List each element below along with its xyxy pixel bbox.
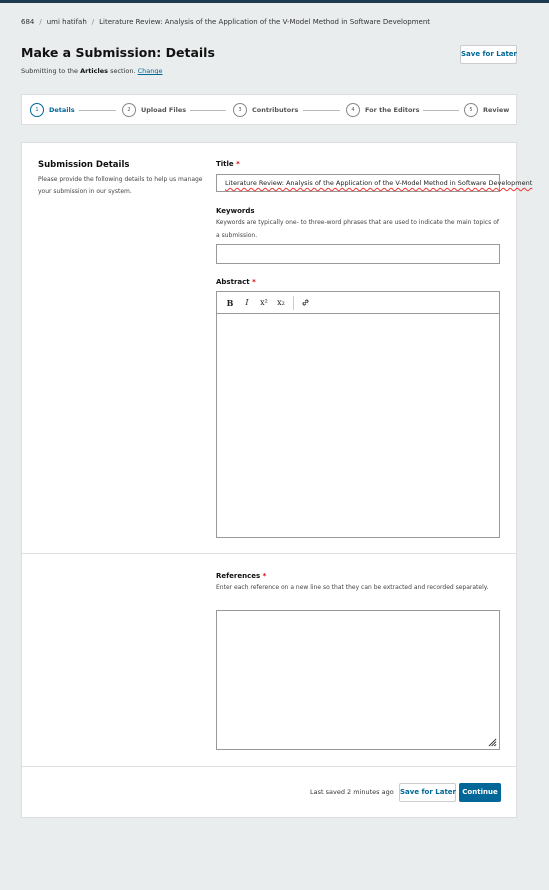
references-textarea[interactable]: [216, 610, 500, 750]
title-label-text: Title: [216, 160, 234, 168]
last-saved-status: Last saved 2 minutes ago: [310, 788, 394, 796]
step-number: 4: [346, 103, 360, 117]
step-connector: [303, 110, 340, 111]
save-for-later-button[interactable]: Save for Later: [460, 45, 517, 64]
title-label: [216, 160, 240, 168]
breadcrumb: [21, 18, 430, 26]
keywords-description: Keywords are typically one- to three-word phrases that are used to indicate the main topics of a submission.: [216, 219, 499, 239]
superscript-button[interactable]: x²: [260, 298, 268, 307]
page-title: Make a Submission: Details: [21, 45, 215, 60]
abstract-content-area[interactable]: [217, 314, 499, 537]
italic-button[interactable]: I: [245, 298, 249, 307]
section-divider: [22, 766, 516, 767]
abstract-label: [216, 278, 256, 286]
required-marker: *: [252, 278, 256, 286]
breadcrumb-item-id[interactable]: 684: [21, 18, 35, 26]
keywords-input[interactable]: [216, 244, 500, 264]
step-connector: [79, 110, 116, 111]
title-input[interactable]: [216, 174, 533, 192]
step-label: Contributors: [252, 106, 299, 114]
section-heading: Submission Details: [38, 160, 130, 170]
submission-details-panel: [21, 142, 533, 818]
step-label: Details: [49, 106, 75, 114]
keywords-label: Keywords: [216, 207, 255, 215]
abstract-editor: [216, 291, 500, 538]
change-section-link[interactable]: Change: [137, 67, 163, 75]
references-label-text: References: [216, 572, 261, 580]
submission-steps: [21, 94, 517, 125]
references-description: Enter each reference on a new line so that they can be extracted and recorded separately.: [216, 584, 489, 591]
step-label: Upload Files: [141, 106, 187, 114]
submitting-info: [21, 67, 163, 75]
step-number: 2: [122, 103, 136, 117]
step-label: For the Editors: [365, 106, 420, 114]
step-number: 5: [464, 103, 478, 117]
references-label: [216, 572, 266, 580]
toolbar-separator: [293, 296, 294, 310]
editor-toolbar: [217, 292, 499, 314]
section-divider: [22, 553, 516, 554]
step-number: 3: [233, 103, 247, 117]
step-number: 1: [30, 103, 44, 117]
subscript-button[interactable]: x₂: [277, 298, 285, 307]
required-marker: *: [262, 572, 267, 580]
step-upload-files[interactable]: [122, 102, 186, 118]
continue-button[interactable]: Continue: [459, 783, 501, 802]
title-value: Literature Review: Analysis of the Application of the V-Model Method in Software Development: [225, 179, 533, 187]
submitting-suffix: section.: [110, 67, 136, 75]
step-connector: [190, 110, 226, 111]
breadcrumb-item-title: Literature Review: Analysis of the Application of the V-Model Method in Software Development: [99, 18, 431, 26]
breadcrumb-item-author[interactable]: umi hatifah: [46, 18, 87, 26]
required-marker: *: [236, 160, 240, 168]
footer-save-for-later-button[interactable]: Save for Later: [399, 783, 456, 802]
link-button[interactable]: [297, 295, 313, 311]
resize-handle-icon[interactable]: [488, 738, 497, 747]
step-label: Review: [483, 106, 510, 114]
submitting-prefix: Submitting to the: [21, 67, 78, 75]
step-connector: [423, 110, 459, 111]
link-icon: [301, 298, 310, 307]
section-name: Articles: [80, 67, 108, 75]
top-bar: [0, 0, 549, 3]
step-contributors[interactable]: [233, 102, 298, 118]
abstract-label-text: Abstract: [216, 278, 250, 286]
breadcrumb-separator: /: [91, 18, 95, 26]
breadcrumb-separator: /: [39, 18, 42, 26]
step-review[interactable]: [464, 102, 509, 118]
step-details[interactable]: [30, 102, 75, 118]
step-for-the-editors[interactable]: [346, 102, 420, 118]
bold-button[interactable]: B: [226, 297, 234, 308]
section-description: Please provide the following details to help us manage your submission in our system.: [38, 176, 203, 195]
